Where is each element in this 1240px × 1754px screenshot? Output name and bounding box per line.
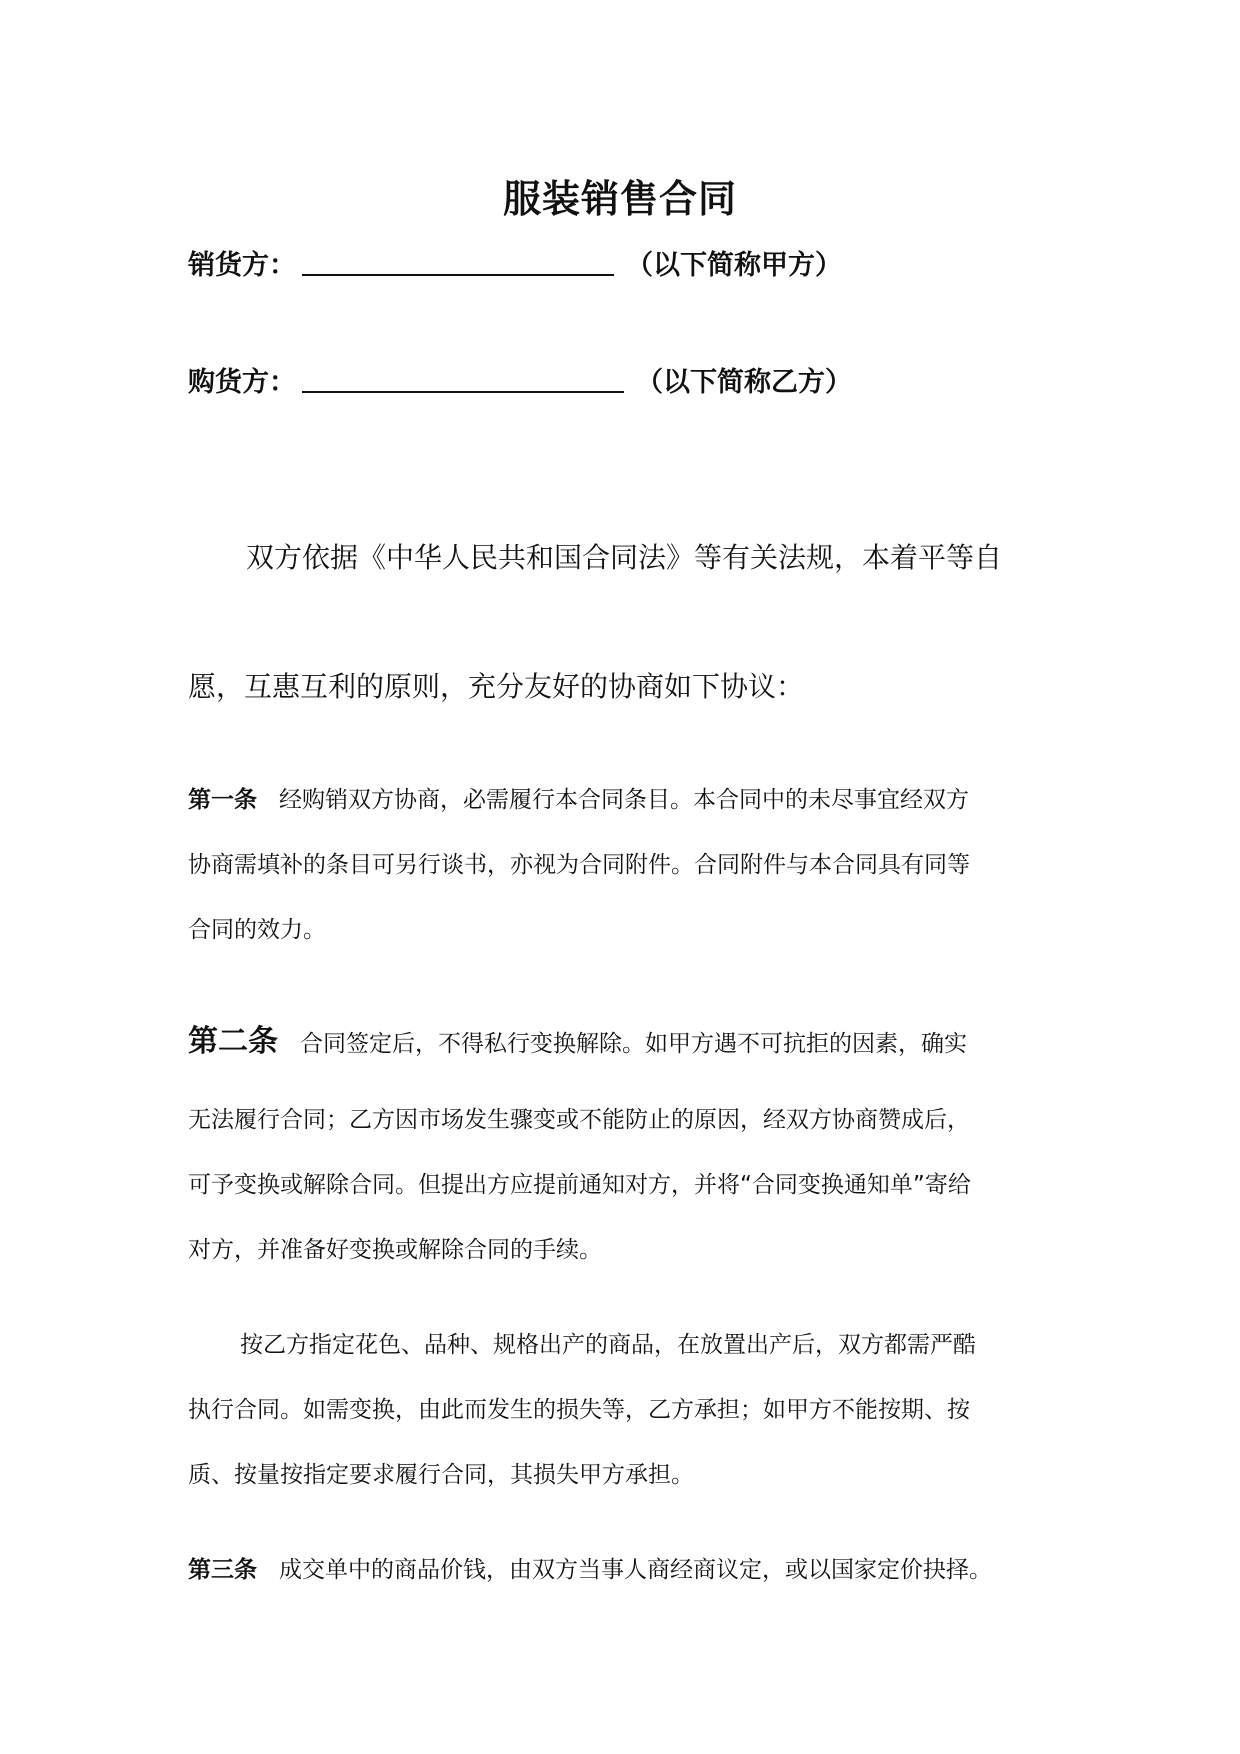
document-title: 服装销售合同 [502,177,737,221]
article-2-text-1: 合同签定后，不得私行变换解除。如甲方遇不可抗拒的因素，确实 [300,1031,967,1057]
extra-paragraph-line-3: 质、按量按指定要求履行合同，其损失甲方承担。 [188,1462,694,1488]
seller-line [188,243,842,282]
article-1-line-1 [188,781,1058,814]
extra-paragraph-line-2: 执行合同。如需变换，由此而发生的损失等，乙方承担；如甲方不能按期、按 [188,1397,970,1423]
article-3-line-1 [188,1551,1058,1584]
seller-suffix: （以下简称甲方） [626,250,842,281]
article-2-line-3: 可予变换或解除合同。但提出方应提前通知对方，并将“合同变换通知单”寄给 [188,1172,971,1198]
intro-line-2: 愿，互惠互利的原则，充分友好的协商如下协议： [188,670,805,703]
article-2-line-1 [188,1016,1058,1060]
article-1-line-2: 协商需填补的条目可另行谈书，亦视为合同附件。合同附件与本合同具有同等 [188,852,970,878]
extra-paragraph-line-1: 按乙方指定花色、品种、规格出产的商品，在放置出产后，双方都需严酷 [240,1332,976,1358]
buyer-name-blank[interactable] [302,363,624,393]
buyer-label: 购货方： [188,367,296,398]
article-1-heading: 第一条 [188,787,257,813]
buyer-line [188,360,852,399]
seller-name-blank[interactable] [302,246,614,276]
article-3-text-1: 成交单中的商品价钱，由双方当事人商经商议定，或以国家定价抉择。 [279,1557,992,1583]
intro-line-1: 双方依据《中华人民共和国合同法》等有关法规，本着平等自 [246,541,1003,574]
article-2-line-4: 对方，并准备好变换或解除合同的手续。 [188,1237,602,1263]
article-2-line-2: 无法履行合同；乙方因市场发生骤变或不能防止的原因，经双方协商赞成后， [188,1107,970,1133]
seller-label: 销货方： [188,250,296,281]
article-3-heading: 第三条 [188,1557,257,1583]
article-1-line-3: 合同的效力。 [188,917,326,943]
article-2-heading: 第二条 [188,1024,278,1059]
article-1-text-1: 经购销双方协商，必需履行本合同条目。本合同中的未尽事宜经双方 [279,787,969,813]
buyer-suffix: （以下简称乙方） [636,367,852,398]
